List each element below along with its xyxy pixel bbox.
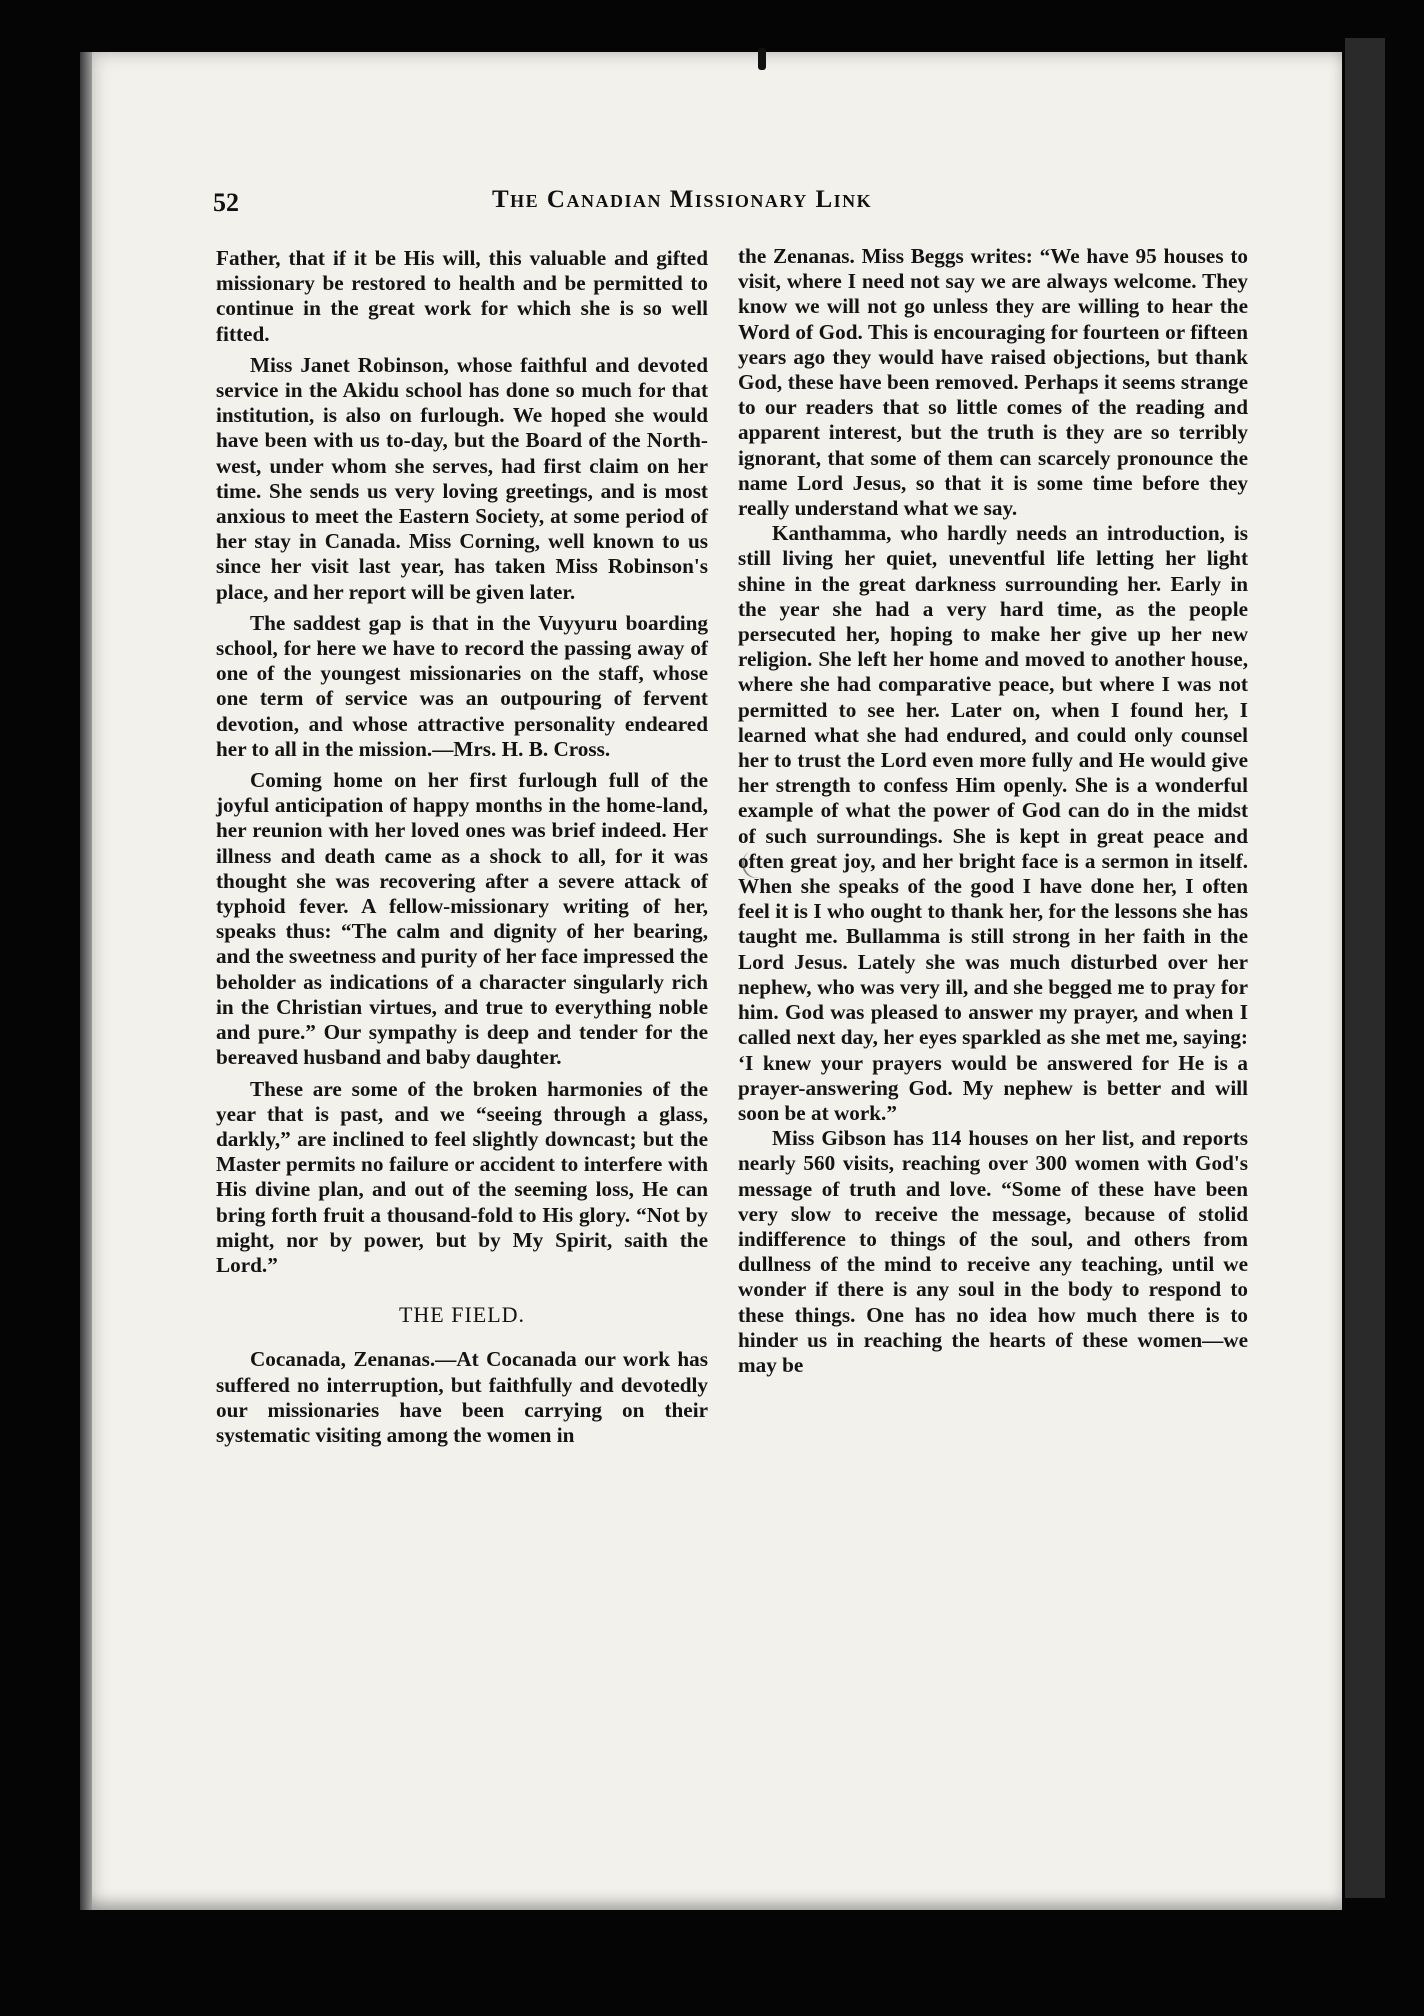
left-column [216,246,708,1448]
paragraph [216,611,708,762]
facing-page-edge [1345,38,1385,1898]
paragraph: Father, that if it be His will, this valuable and gifted missionary be restored to health and be permitted to continue in the great work for which she is so well fitted. [216,246,708,346]
right-column [738,244,1248,1378]
section-heading: THE FIELD. [398,1302,526,1328]
scan-mark [758,48,766,70]
paragraph: Kanthamma, who hardly needs an introduction, is still living her quiet, uneventful life letting her light shine in the great darkness surrounding her. Early in the year she had a very hard time, as the people persecuted her, hoping to make her give up her new religion. She left her home and moved to another house, where she had comparative peace, but where I was not permitted to see her. Later on, when I found her, I learned what she had endured, and could only counsel her to trust the Lord even more fully and He would give her strength to confess Him openly. She is a wonderful example of what the power of God can do in the midst of such surroundings. She is kept in great peace and often great joy, and her bright face is a sermon in itself. When she speaks of the good I have done her, I often feel it is I who ought to thank her, for the lessons she has taught me. Bullamma is still strong in her faith in the Lord Jesus. Lately she was much disturbed over her nephew, who was very ill, and she begged me to pray for him. God was pleased to answer my prayer, and when I called next day, her eyes sparkled as she met me, saying: ‘I knew your prayers would be answered for He is a prayer-answering God. My nephew is better and will soon be at work.” [738,521,1248,1125]
paragraph-text: The saddest gap is that in the Vuyyuru boarding school, for here we have to record the passing away of one of the youngest missionaries on the staff, whose one term of service was an outpouring of fervent devotion, and whose attractive personality endeared her to all in the mission. [216,610,708,761]
author-signature: —Mrs. H. B. Cross. [432,736,611,761]
paragraph: Miss Gibson has 114 houses on her list, and reports nearly 560 visits, reaching over 300 women with God's message of truth and love. “Some of these have been very slow to receive the message, because of stolid indifference to things of the soul, and others from dullness of the mind to receive any teaching, until we wonder if there is any soul in the body to respond to these things. One has no idea how much there is to hinder us in reaching the hearts of these women—we may be [738,1126,1248,1377]
paragraph: the Zenanas. Miss Beggs writes: “We have 95 houses to visit, where I need not say we are always welcome. They know we will not go unless they are willing to hear the Word of God. This is encouraging for fourteen or fifteen years ago they would have raised objections, but thank God, these have been removed. Perhaps it seems strange to our readers that so little comes of the reading and apparent interest, but the truth is they are so terribly ignorant, that some of them can scarcely pronounce the name Lord Jesus, so that it is some time before they really understand what we say. [738,244,1248,521]
paragraph: Cocanada, Zenanas.—At Cocanada our work has suffered no interruption, but faithfully and devotedly our missionaries have been carrying on their systematic visiting among the women in [216,1347,708,1447]
paragraph: Coming home on her first furlough full of the joyful anticipation of happy months in the home-land, her reunion with her loved ones was brief indeed. Her illness and death came as a shock to all, for it was thought she was recovering after a severe attack of typhoid fever. A fellow-missionary writing of her, speaks thus: “The calm and dignity of her bearing, and the sweetness and purity of her face impressed the beholder as indications of a character singularly rich in the Christian virtues, and true to everything noble and pure.” Our sympathy is deep and tender for the bereaved husband and baby daughter. [216,768,708,1070]
running-head: The Canadian Missionary Link [492,186,873,213]
page-number: 52 [213,188,239,217]
paragraph: Miss Janet Robinson, whose faithful and devoted service in the Akidu school has done so much for that institution, is also on furlough. We hoped she would have been with us to-day, but the Board of the North-west, under whom she serves, had first claim on her time. She sends us very loving greetings, and is most anxious to meet the Eastern Society, at some period of her stay in Canada. Miss Corning, well known to us since her visit last year, has taken Miss Robinson's place, and her report will be given later. [216,352,708,604]
page-binding-shadow [80,52,92,1910]
paragraph: These are some of the broken harmonies of the year that is past, and we “seeing through a glass, darkly,” are inclined to feel slightly downcast; but the Master permits no failure or accident to interfere with His divine plan, and out of the seeming loss, He can bring forth fruit a thousand-fold to His glory. “Not by might, nor by power, but by My Spirit, saith the Lord.” [216,1076,708,1277]
